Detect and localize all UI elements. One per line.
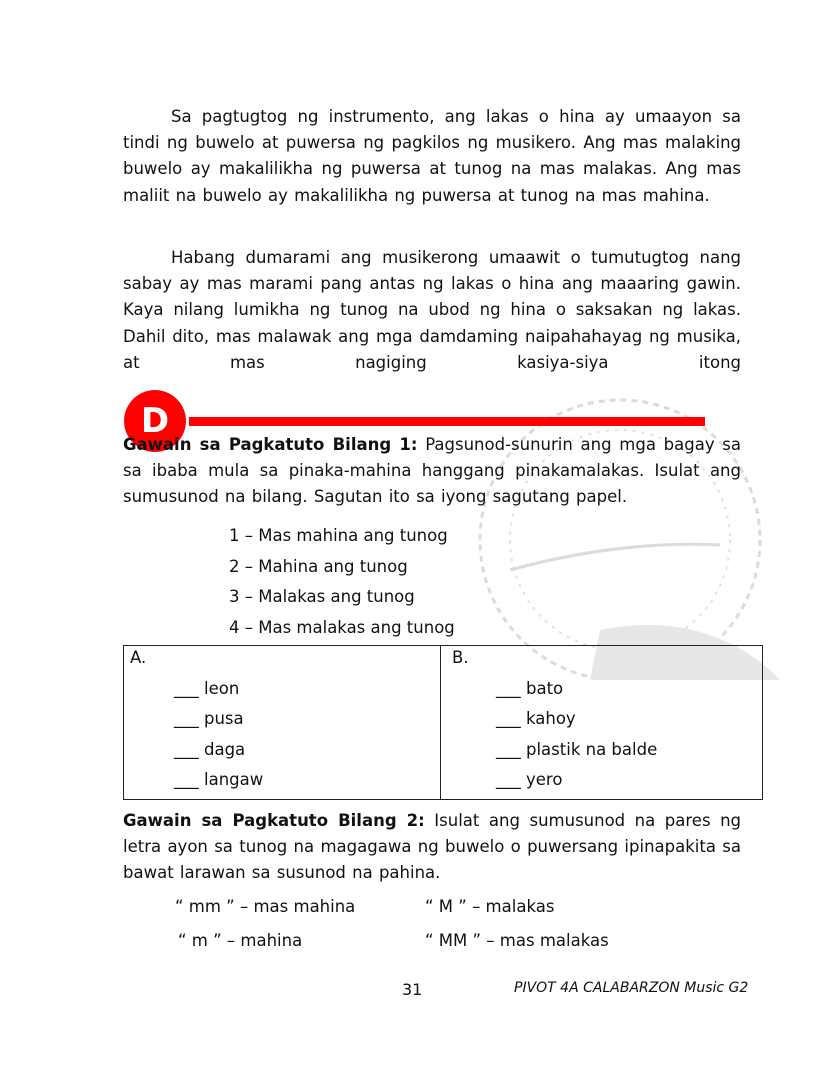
- list-item: ___ plastik na balde: [496, 740, 658, 759]
- list-item: ___ daga: [174, 740, 246, 759]
- column-a-label: A.: [130, 648, 147, 667]
- footer-title: PIVOT 4A CALABARZON Music G2: [514, 980, 749, 996]
- scale-item: 3 – Malakas ang tunog: [229, 587, 415, 606]
- code-item: “ MM ” – mas malakas: [425, 931, 609, 950]
- list-item: ___ bato: [496, 679, 564, 698]
- scale-item: 4 – Mas malakas ang tunog: [229, 618, 455, 637]
- list-item: ___ kahoy: [496, 709, 576, 728]
- paragraph-2-text: Habang dumarami ang musikerong umaawit o tumutugtog nang sabay ay mas marami pang antas ng lakas o hina ang maaaring gawin. Kaya nilang lumikha ng tunog na ubod ng hina o saksakan ng lakas. Dahil dito, mas malawak ang mga damdaming naipahahayag ng musika, at mas nagiging kasiya-siya itong: [123, 248, 741, 372]
- column-b-label: B.: [452, 648, 469, 667]
- activity-1-title: Gawain sa Pagkatuto Bilang 1:: [123, 435, 418, 454]
- scale-item: 1 – Mas mahina ang tunog: [229, 526, 448, 545]
- column-b: [440, 646, 762, 799]
- section-divider: [189, 417, 705, 426]
- answer-table: [123, 645, 763, 800]
- list-item: ___ yero: [496, 770, 563, 789]
- paragraph-1: [123, 104, 741, 209]
- paragraph-1-text: Sa pagtugtog ng instrumento, ang lakas o hina ay umaayon sa tindi ng buwelo at puwersa ng pagkilos ng musikero. Ang mas malaking buwelo ay makalilikha ng puwersa at tunog na mas malakas. Ang mas maliit na buwelo ay makalilikha ng puwersa at tunog na mas mahina.: [123, 107, 741, 205]
- activity-1-instructions: [123, 432, 741, 511]
- column-a: [124, 646, 441, 799]
- list-item: ___ langaw: [174, 770, 264, 789]
- activity-2-instructions: [123, 808, 741, 887]
- activity-2-text: Isulat ang sumusunod na pares ng letra ayon sa tunog na magagawa ng buwelo o puwersang ipinapakita sa bawat larawan sa susunod na pahina.: [123, 811, 741, 883]
- section-badge: D: [124, 390, 186, 452]
- code-item: “ M ” – malakas: [425, 897, 555, 916]
- paragraph-2: [123, 245, 741, 376]
- code-item: “ mm ” – mas mahina: [175, 897, 356, 916]
- list-item: ___ pusa: [174, 709, 244, 728]
- scale-item: 2 – Mahina ang tunog: [229, 557, 408, 576]
- code-item: “ m ” – mahina: [178, 931, 303, 950]
- page-number: 31: [402, 980, 423, 999]
- activity-2-title: Gawain sa Pagkatuto Bilang 2:: [123, 811, 425, 830]
- activity-1-text: Pagsunod-sunurin ang mga bagay sa sa ibaba mula sa pinaka-mahina hanggang pinakamalakas. Isulat ang sumusunod na bilang. Sagutan ito sa iyong sagutang papel.: [123, 435, 742, 507]
- list-item: ___ leon: [174, 679, 240, 698]
